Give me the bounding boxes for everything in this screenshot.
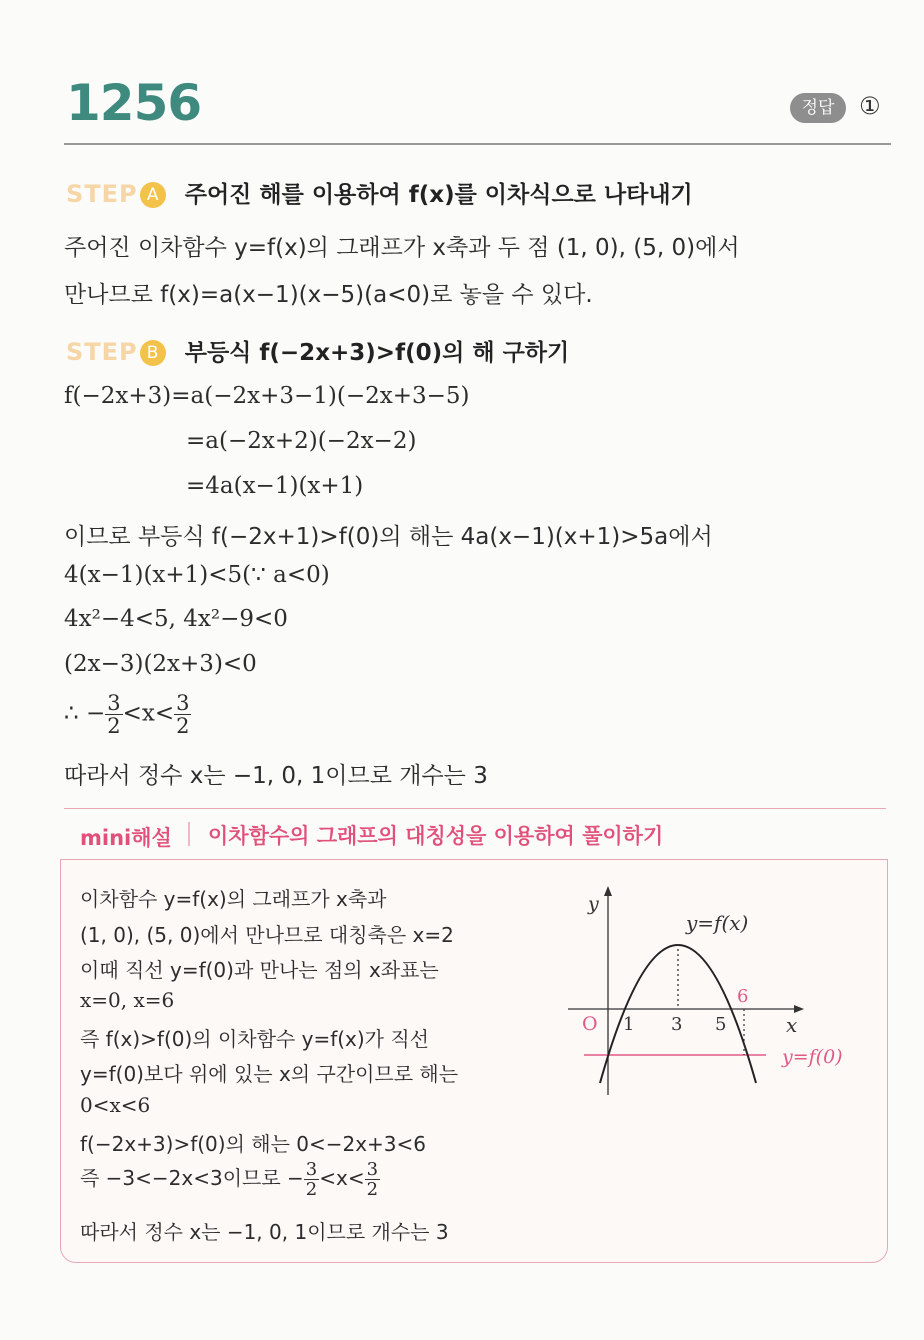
step-a-tag: STEP xyxy=(66,180,138,208)
mini-label: mini해설 xyxy=(80,826,172,850)
mini-separator xyxy=(188,822,190,846)
step-a-title: 주어진 해를 이용하여 f(x)를 이차식으로 나타내기 xyxy=(184,182,693,208)
mini-line-8: f(−2x+3)>f(0)의 해는 0<−2x+3<6 xyxy=(80,1132,427,1156)
curve-label: y=f(x) xyxy=(686,911,749,935)
mini-title: 이차함수의 그래프의 대칭성을 이용하여 풀이하기 xyxy=(208,824,664,848)
mini-line-5: 즉 f(x)>f(0)의 이차함수 y=f(x)가 직선 xyxy=(80,1027,429,1051)
frac-num: 3 xyxy=(107,691,121,715)
answer-value: ① xyxy=(859,92,881,120)
mini-line-9-prefix: 즉 −3<−2x<3이므로 − xyxy=(80,1166,304,1190)
mini-line-9 xyxy=(80,1160,380,1199)
mini-fraction-left xyxy=(304,1160,319,1199)
step-a-line-1: 주어진 이차함수 y=f(x)의 그래프가 x축과 두 점 (1, 0), (5, 0)에서 xyxy=(64,235,740,261)
step-b-line-3: =4a(x−1)(x+1) xyxy=(186,473,364,499)
y-axis-label: y xyxy=(588,893,599,915)
origin-label: O xyxy=(582,1013,598,1035)
mini-line-9-mid: <x< xyxy=(319,1166,365,1190)
step-b-line-6: 4x²−4<5, 4x²−9<0 xyxy=(64,606,288,632)
mini-line-2: (1, 0), (5, 0)에서 만나므로 대칭축은 x=2 xyxy=(80,923,454,947)
tick-label-6: 6 xyxy=(737,986,749,1007)
frac-den: 2 xyxy=(107,714,121,738)
result-mid: <x< xyxy=(122,700,175,727)
mini-fraction-right xyxy=(365,1160,380,1199)
step-b-line-2: =a(−2x+2)(−2x−2) xyxy=(186,428,417,454)
parabola-graph xyxy=(560,880,880,1110)
x-axis-arrow xyxy=(794,1005,804,1013)
mini-line-4: x=0, x=6 xyxy=(80,988,175,1012)
step-b-line-7: (2x−3)(2x+3)<0 xyxy=(64,651,257,677)
step-b-tag: STEP xyxy=(66,338,138,366)
answer-label: 정답 xyxy=(790,93,846,123)
step-b-heading xyxy=(66,334,569,367)
mini-line-7: 0<x<6 xyxy=(80,1093,151,1117)
x-axis-label: x xyxy=(786,1013,798,1037)
header-divider xyxy=(64,143,891,145)
result-fraction-right xyxy=(174,692,191,737)
step-b-line-1: f(−2x+3)=a(−2x+3−1)(−2x+3−5) xyxy=(64,383,470,409)
result-prefix: ∴ − xyxy=(64,700,106,727)
mini-line-6: y=f(0)보다 위에 있는 x의 구간이므로 해는 xyxy=(80,1062,459,1086)
step-a-letter: A xyxy=(140,182,166,208)
frac-den: 2 xyxy=(305,1179,318,1200)
f0-line-label: y=f(0) xyxy=(782,1046,843,1068)
mini-conclusion: 따라서 정수 x는 −1, 0, 1이므로 개수는 3 xyxy=(80,1220,449,1244)
tick-label-3: 3 xyxy=(671,1014,683,1035)
problem-number: 1256 xyxy=(66,74,202,132)
frac-num: 3 xyxy=(176,691,190,715)
tick-label-1: 1 xyxy=(623,1014,635,1035)
frac-den: 2 xyxy=(176,714,190,738)
step-b-letter: B xyxy=(140,340,166,366)
frac-num: 3 xyxy=(366,1159,379,1180)
mini-line-3: 이때 직선 y=f(0)과 만나는 점의 x좌표는 xyxy=(80,958,439,982)
step-a-line-2: 만나므로 f(x)=a(x−1)(x−5)(a<0)로 놓을 수 있다. xyxy=(64,282,593,308)
frac-den: 2 xyxy=(366,1179,379,1200)
step-b-line-5: 4(x−1)(x+1)<5(∵ a<0) xyxy=(64,562,330,588)
result-fraction-left xyxy=(105,692,122,737)
step-b-conclusion: 따라서 정수 x는 −1, 0, 1이므로 개수는 3 xyxy=(64,763,488,789)
step-b-result xyxy=(64,692,191,737)
mini-line-1: 이차함수 y=f(x)의 그래프가 x축과 xyxy=(80,887,387,911)
y-axis-arrow xyxy=(604,886,612,896)
step-b-title: 부등식 f(−2x+3)>f(0)의 해 구하기 xyxy=(184,340,570,366)
step-a-heading xyxy=(66,176,693,209)
frac-num: 3 xyxy=(305,1159,318,1180)
step-b-line-4: 이므로 부등식 f(−2x+1)>f(0)의 해는 4a(x−1)(x+1)>5a에서 xyxy=(64,524,713,550)
tick-label-5: 5 xyxy=(715,1014,727,1035)
